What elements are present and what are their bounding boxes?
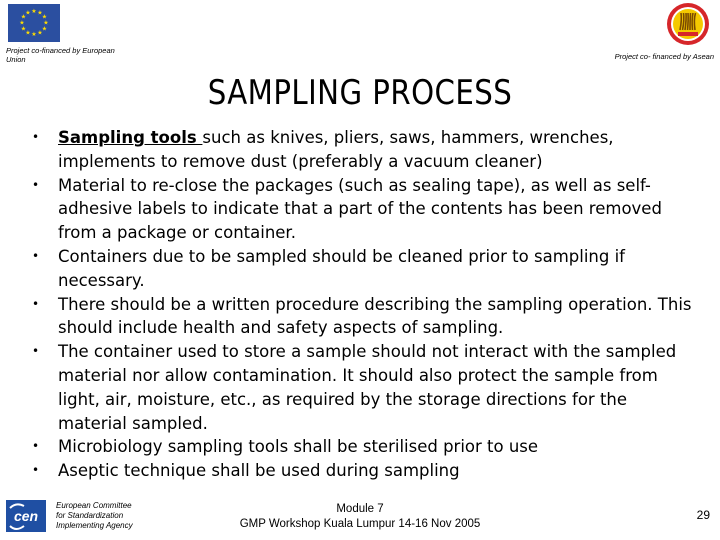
svg-text:★: ★	[20, 25, 27, 33]
list-item-text: such as knives, pliers, saws, hammers, wrenches, implements to remove dust (preferably a vacuum cleaner)	[58, 128, 614, 171]
list-item	[28, 245, 698, 293]
bullet-dot: •	[32, 177, 40, 192]
bullet-dot: •	[32, 248, 40, 263]
cen-logo	[6, 500, 46, 532]
asean-logo	[666, 2, 710, 46]
svg-text:★: ★	[43, 19, 49, 27]
list-item-text: Aseptic technique shall be used during sampling	[58, 461, 460, 481]
list-item-text: Containers due to be sampled should be cleaned prior to sampling if necessary.	[58, 246, 625, 290]
svg-text:★: ★	[20, 13, 27, 21]
list-item-text: Material to re-close the packages (such as sealing tape), as well as self-adhesive labels to indicate that a part of the contents has been removed from a package or container.	[58, 175, 662, 243]
bullet-dot: •	[32, 344, 40, 359]
eu-flag-logo	[8, 4, 60, 42]
page-title: SAMPLING PROCESS	[207, 73, 513, 113]
cen-caption-line: for Standardization	[56, 511, 124, 520]
list-item	[28, 459, 698, 483]
svg-text:★: ★	[25, 9, 31, 17]
eu-caption: Project co-financed by European Union	[6, 46, 115, 64]
bullet-dot: •	[32, 296, 40, 311]
asean-caption: Project co- financed by Asean	[614, 52, 714, 61]
cen-caption-line: European Committee	[56, 501, 132, 510]
bullet-dot: •	[32, 439, 40, 454]
cen-caption	[56, 501, 166, 531]
svg-text:★: ★	[37, 29, 43, 37]
list-item	[28, 340, 698, 435]
list-item	[28, 435, 698, 459]
svg-text:★: ★	[25, 29, 31, 37]
footer-module: Module 7	[336, 503, 384, 515]
svg-text:★: ★	[31, 31, 37, 38]
list-item-text: The container used to store a sample should not interact with the sampled material nor allow contamination. It should also protect the sample from light, air, moisture, etc., as required by the storage directions for the material sampled.	[58, 342, 677, 433]
svg-text:★: ★	[41, 25, 48, 33]
list-item-text: Microbiology sampling tools shall be sterilised prior to use	[58, 437, 539, 457]
bullet-dot: •	[32, 130, 40, 144]
list-item-lead: Sampling tools	[58, 128, 203, 147]
svg-text:★: ★	[41, 13, 48, 21]
page-number: 29	[696, 508, 710, 522]
footer-workshop: GMP Workshop Kuala Lumpur 14-16 Nov 2005	[239, 517, 481, 530]
svg-text:★: ★	[19, 19, 25, 27]
cen-caption-line: Implementing Agency	[56, 521, 133, 530]
svg-text:cen: cen	[13, 508, 39, 524]
list-item	[28, 293, 698, 341]
list-item-text: There should be a written procedure describing the sampling operation. This should include health and safety aspects of sampling.	[58, 294, 692, 338]
list-item	[28, 174, 698, 245]
footer-text	[200, 502, 520, 531]
bullet-dot: •	[32, 463, 40, 478]
svg-text:★: ★	[37, 9, 43, 17]
svg-text:★: ★	[31, 8, 37, 15]
list-item	[28, 126, 698, 174]
bullet-list	[28, 126, 698, 483]
